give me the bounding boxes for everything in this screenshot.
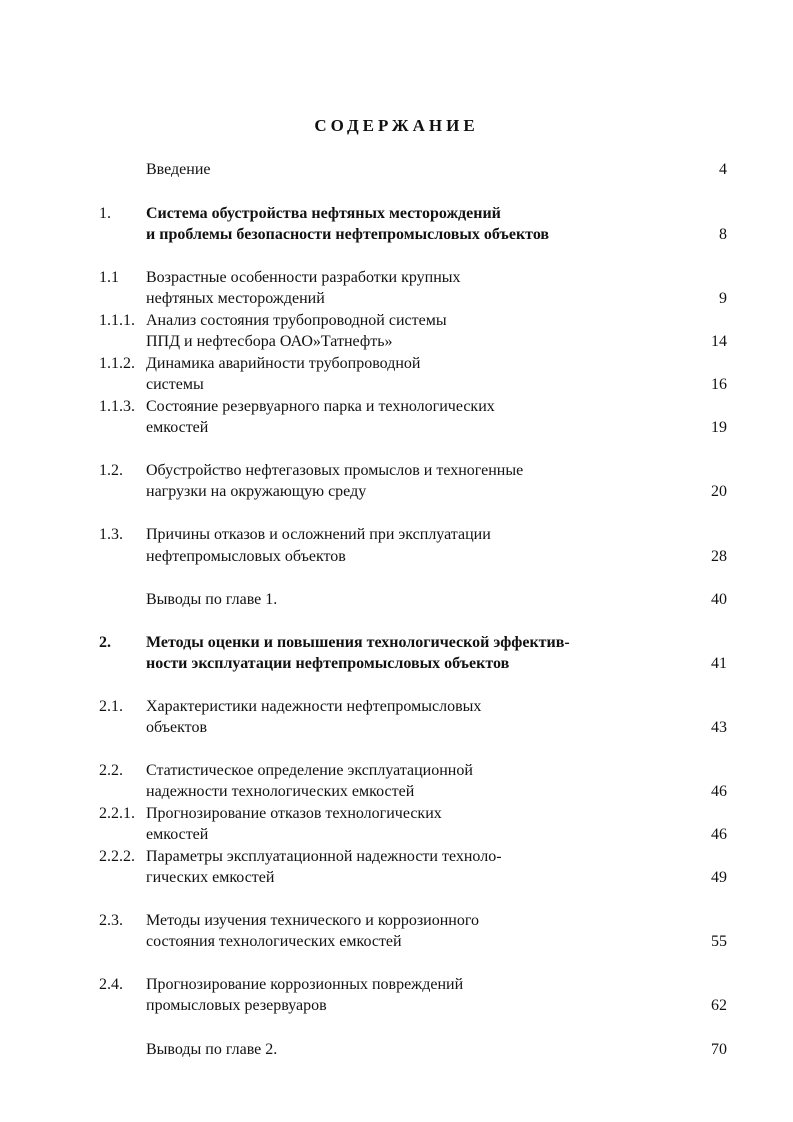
toc-entry-page: 49 <box>711 869 727 886</box>
toc-entry-title: Прогнозирование коррозионных повреждений <box>146 976 464 993</box>
toc-entry-number: 1.2. <box>99 462 123 479</box>
toc-entry-title: Характеристики надежности нефтепромысловых <box>146 698 482 715</box>
toc-section-2-1 <box>0 696 793 718</box>
toc-section-2-3-cont <box>0 931 793 953</box>
toc-section-1-1 <box>0 267 793 289</box>
toc-entry-page: 9 <box>719 290 727 307</box>
toc-entry-number: 1.1.2. <box>99 355 135 372</box>
toc-entry-page: 62 <box>711 997 727 1014</box>
toc-section-1-2-cont <box>0 481 793 503</box>
toc-entry-title: и проблемы безопасности нефтепромысловых объектов <box>146 226 550 243</box>
toc-entry-title: Состояние резервуарного парка и технологических <box>146 398 495 415</box>
toc-entry-number: 2.2. <box>99 762 123 779</box>
toc-entry-number: 1.1.1. <box>99 312 135 329</box>
toc-entry-page: 28 <box>711 548 727 565</box>
toc-entry-title: Методы оценки и повышения технологической эффектив- <box>146 634 570 651</box>
toc-entry-number: 2.3. <box>99 912 123 929</box>
toc-entry-number: 2. <box>99 634 111 651</box>
toc-entry-title: гических емкостей <box>146 869 275 886</box>
toc-entry-introduction <box>0 159 793 181</box>
toc-section-2-4 <box>0 974 793 996</box>
toc-entry-title: нефтяных месторождений <box>146 290 325 307</box>
toc-entry-page: 41 <box>711 655 727 672</box>
toc-entry-number: 1. <box>99 205 111 222</box>
toc-section-1-1-2 <box>0 353 793 375</box>
toc-section-2-4-cont <box>0 995 793 1017</box>
toc-entry-page: 46 <box>711 826 727 843</box>
toc-entry-page: 20 <box>711 483 727 500</box>
toc-entry-title: Параметры эксплуатационной надежности техноло- <box>146 848 502 865</box>
toc-section-2-2-2-cont <box>0 867 793 889</box>
toc-entry-page: 70 <box>711 1041 727 1058</box>
toc-section-2-2 <box>0 760 793 782</box>
toc-entry-page: 14 <box>711 333 727 350</box>
toc-entry-title: Система обустройства нефтяных месторождений <box>146 205 501 222</box>
toc-section-1-3 <box>0 524 793 546</box>
toc-entry-number: 1.1.3. <box>99 398 135 415</box>
toc-entry-title: Анализ состояния трубопроводной системы <box>146 312 447 329</box>
page-title: СОДЕРЖАНИЕ <box>314 116 479 135</box>
toc-chapter-2-cont <box>0 653 793 675</box>
toc-entry-page: 19 <box>711 419 727 436</box>
toc-entry-title: Введение <box>146 161 211 178</box>
toc-entry-title: Динамика аварийности трубопроводной <box>146 355 421 372</box>
toc-entry-title: Статистическое определение эксплуатационной <box>146 762 473 779</box>
toc-entry-title: Прогнозирование отказов технологических <box>146 805 442 822</box>
toc-chapter-2 <box>0 632 793 654</box>
toc-entry-number: 1.3. <box>99 526 123 543</box>
toc-entry-title: промысловых резервуаров <box>146 997 327 1014</box>
toc-section-1-1-1 <box>0 310 793 332</box>
toc-entry-page: 43 <box>711 719 727 736</box>
toc-entry-title: Возрастные особенности разработки крупных <box>146 269 461 286</box>
toc-entry-title: нагрузки на окружающую среду <box>146 483 367 500</box>
toc-entry-title: Обустройство нефтегазовых промыслов и техногенные <box>146 462 524 479</box>
toc-entry-title: Методы изучения технического и коррозионного <box>146 912 479 929</box>
toc-entry-title: емкостей <box>146 826 209 843</box>
toc-entry-number: 2.2.1. <box>99 805 135 822</box>
toc-entry-page: 8 <box>719 226 727 243</box>
toc-section-2-2-1-cont <box>0 824 793 846</box>
toc-section-1-3-cont <box>0 546 793 568</box>
toc-entry-title: надежности технологических емкостей <box>146 783 415 800</box>
toc-section-1-1-2-cont <box>0 374 793 396</box>
toc-conclusions-1 <box>0 589 793 611</box>
toc-section-1-1-1-cont <box>0 331 793 353</box>
toc-entry-title: состояния технологических емкостей <box>146 933 402 950</box>
toc-entry-page: 16 <box>711 376 727 393</box>
toc-section-1-1-3-cont <box>0 417 793 439</box>
toc-entry-title: Причины отказов и осложнений при эксплуатации <box>146 526 491 543</box>
toc-conclusions-2 <box>0 1039 793 1061</box>
toc-entry-title: ППД и нефтесбора ОАО»Татнефть» <box>146 333 393 350</box>
toc-section-2-3 <box>0 910 793 932</box>
toc-entry-number: 1.1 <box>99 269 119 286</box>
toc-entry-title: емкостей <box>146 419 209 436</box>
toc-entry-page: 4 <box>719 161 727 178</box>
toc-entry-title: Выводы по главе 2. <box>146 1041 278 1058</box>
toc-chapter-1 <box>0 203 793 225</box>
toc-entry-number: 2.4. <box>99 976 123 993</box>
toc-section-1-1-3 <box>0 396 793 418</box>
toc-entry-number: 2.2.2. <box>99 848 135 865</box>
toc-entry-page: 55 <box>711 933 727 950</box>
toc-entry-number: 2.1. <box>99 698 123 715</box>
toc-entry-page: 46 <box>711 783 727 800</box>
toc-section-1-1-cont <box>0 288 793 310</box>
toc-chapter-1-cont <box>0 224 793 246</box>
toc-section-2-2-cont <box>0 781 793 803</box>
toc-entry-title: нефтепромысловых объектов <box>146 548 346 565</box>
toc-entry-page: 40 <box>711 591 727 608</box>
toc-entry-title: объектов <box>146 719 208 736</box>
toc-section-2-2-2 <box>0 846 793 868</box>
toc-entry-title: системы <box>146 376 204 393</box>
toc-section-2-2-1 <box>0 803 793 825</box>
toc-section-2-1-cont <box>0 717 793 739</box>
toc-section-1-2 <box>0 460 793 482</box>
toc-entry-title: ности эксплуатации нефтепромысловых объектов <box>146 655 510 672</box>
toc-entry-title: Выводы по главе 1. <box>146 591 278 608</box>
